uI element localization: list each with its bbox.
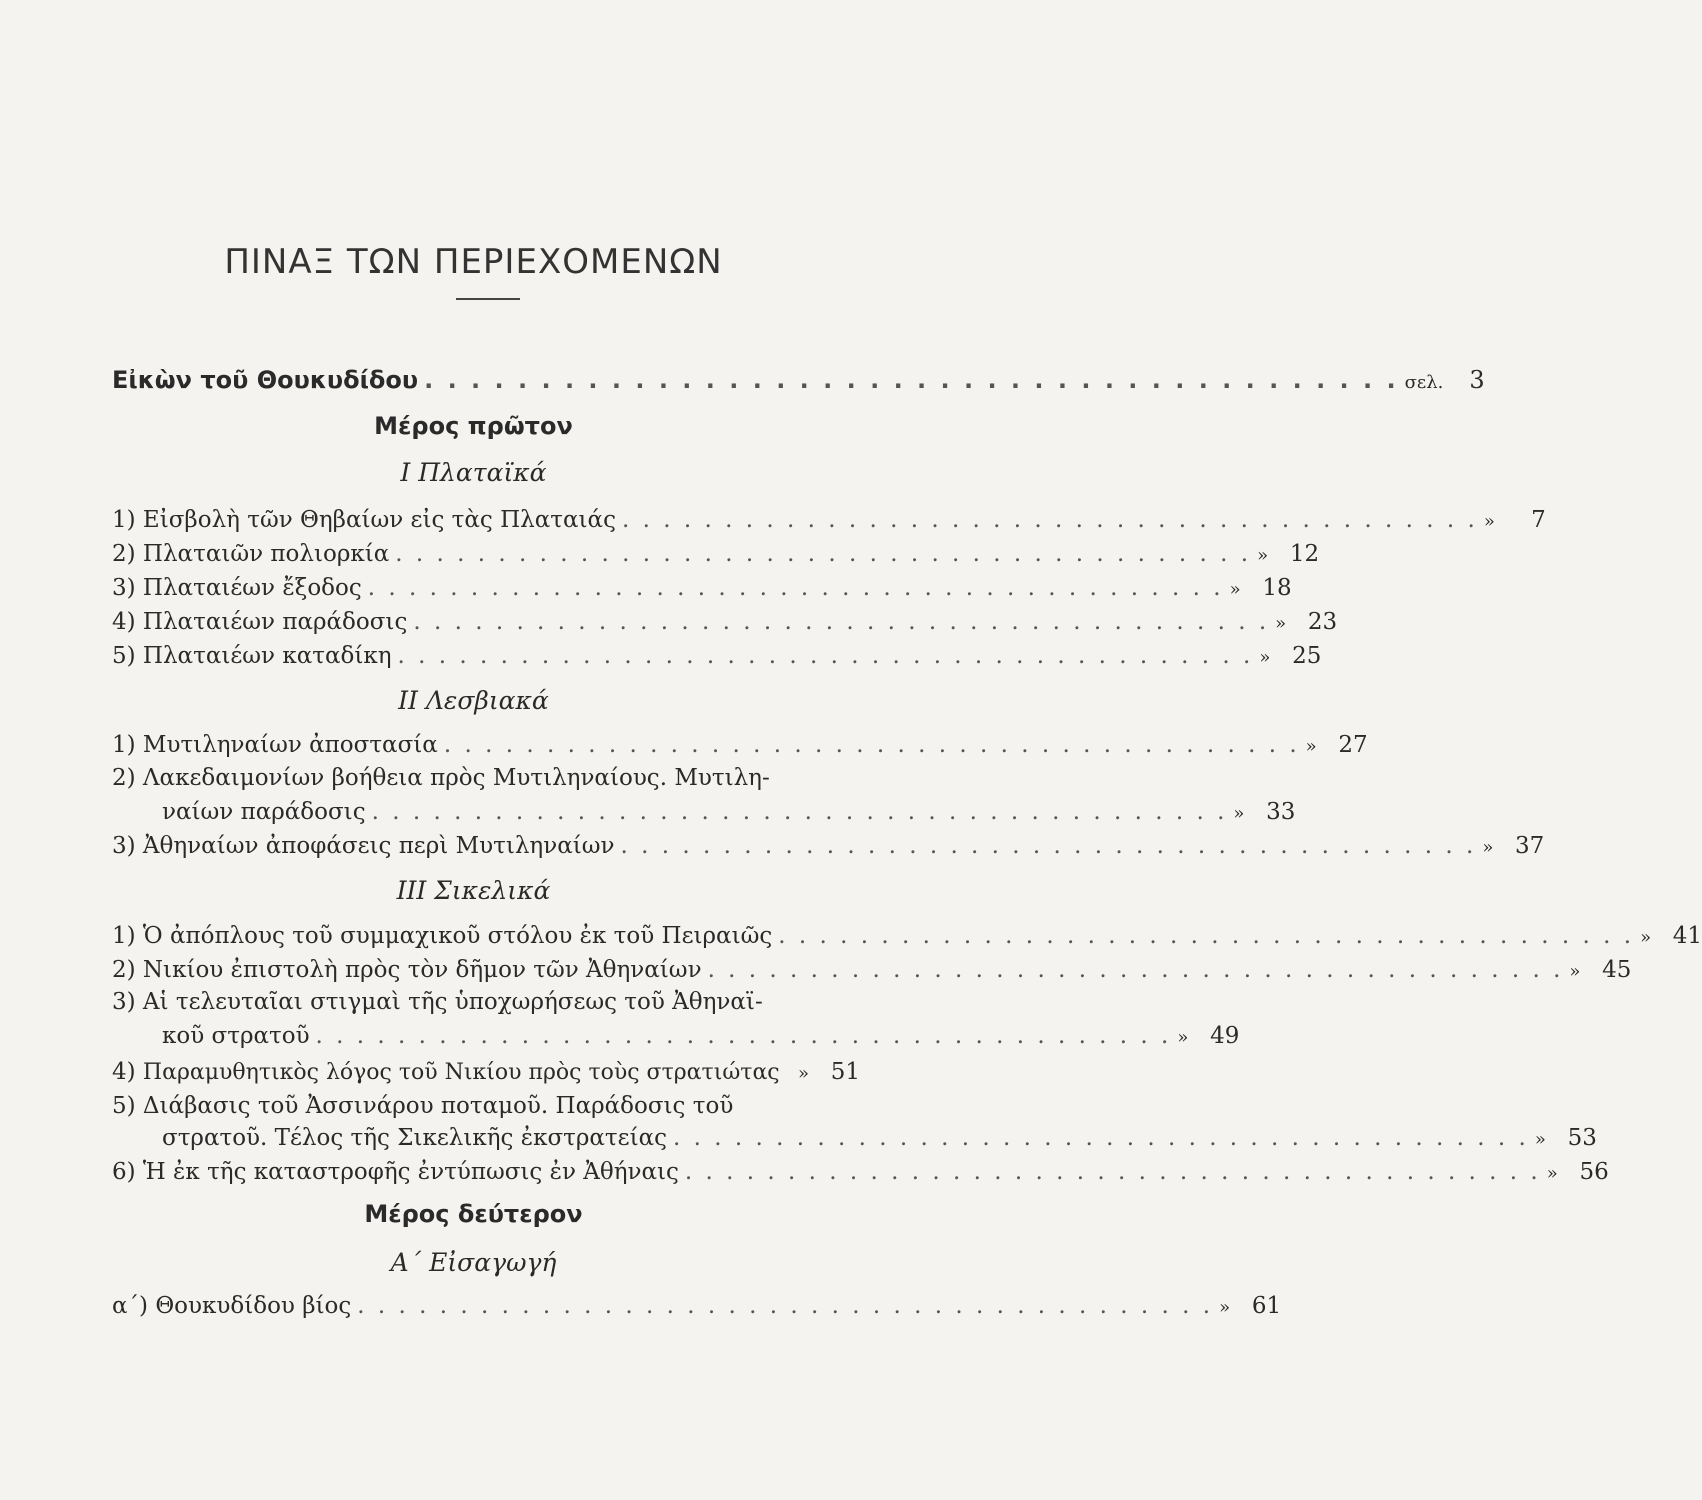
- entry-number: 5): [112, 1093, 136, 1119]
- entry-text: Θουκυδίδου βίος: [155, 1293, 352, 1319]
- ditto-mark: »: [1275, 613, 1287, 634]
- page-number: 3: [1469, 366, 1485, 394]
- toc-entry: [112, 832, 1545, 862]
- ditto-mark: »: [1177, 1027, 1189, 1048]
- toc-entry: [112, 1158, 1609, 1188]
- entry-number: 4): [112, 1059, 136, 1085]
- section-heading-4: Α΄ Εἰσαγωγή: [390, 1248, 557, 1277]
- entry-number: α΄): [112, 1293, 149, 1319]
- toc-entry: [112, 956, 1632, 986]
- entry-text: Παραμυθητικὸς λόγος τοῦ Νικίου πρὸς τοὺς στρατιώτας: [142, 1060, 780, 1085]
- leader-dots: . . . . . . . . . . . . . . . . . . . . . . . . . . . . . . . . . . . . . . . . . .: [357, 1293, 1214, 1319]
- ditto-mark: »: [1305, 736, 1317, 757]
- page-number: 33: [1266, 799, 1296, 825]
- page-number: 7: [1531, 507, 1546, 533]
- page-number: 41: [1672, 923, 1702, 949]
- page-number: 12: [1289, 541, 1320, 567]
- leader-dots: . . . . . . . . . . . . . . . . . . . . . . . . . . . . . . . . . . . . . . . . . .: [684, 1159, 1541, 1185]
- toc-entry-first-line: [112, 988, 860, 1016]
- page-number: 45: [1602, 957, 1632, 983]
- section-heading-3: III Σικελικά: [396, 876, 551, 905]
- entry-text: Λακεδαιμονίων βοήθεια πρὸς Μυτιληναίους. Μυτιλη-: [142, 765, 770, 791]
- entry-text: Νικίου ἐπιστολὴ πρὸς τὸν δῆμον τῶν Ἀθηναίων: [142, 957, 702, 983]
- entry-number: 2): [112, 957, 136, 983]
- entry-text: Αἱ τελευταῖαι στιγμαὶ τῆς ὑποχωρήσεως τοῦ Ἀθηναϊ-: [142, 989, 763, 1015]
- leader-dots: . . . . . . . . . . . . . . . . . . . . . . . . . . . . . . . . . . . . . . . . . .: [620, 833, 1477, 859]
- entry-text-cont: κοῦ στρατοῦ: [162, 1023, 310, 1049]
- ditto-mark: »: [1257, 545, 1269, 566]
- toc-entry-first-line: [112, 1092, 860, 1120]
- toc-entry: [112, 608, 1338, 638]
- ditto-mark: »: [1229, 579, 1241, 600]
- page-number: 56: [1579, 1159, 1609, 1185]
- entry-text: Ὁ ἀπόπλους τοῦ συμμαχικοῦ στόλου ἐκ τοῦ Πειραιῶς: [142, 923, 773, 949]
- leader-dots: . . . . . . . . . . . . . . . . . . . . . . . . . . . . . . . . . . . . . . . . . .: [413, 609, 1270, 635]
- entry-number: 4): [112, 609, 136, 635]
- ditto-mark: »: [1233, 803, 1245, 824]
- page-number: 53: [1567, 1125, 1597, 1151]
- leader-dots: . . . . . . . . . . . . . . . . . . . . . . . . . . . . . . . . . . . . . . . . . .: [673, 1125, 1529, 1151]
- ditto-mark: »: [1534, 1129, 1546, 1150]
- entry-text-cont: στρατοῦ. Τέλος τῆς Σικελικῆς ἐκστρατείας: [162, 1125, 668, 1151]
- leader-dots: . . . . . . . . . . . . . . . . . . . . . . . . . . . . . . . . . . . . . . . . . .: [778, 923, 1635, 949]
- page-number: 18: [1262, 575, 1292, 601]
- toc-entry: [112, 574, 1292, 604]
- page-number: 23: [1307, 609, 1338, 635]
- entry-text: Πλαταιῶν πολιορκία: [142, 541, 390, 567]
- page-number: 51: [830, 1059, 860, 1085]
- page-number: 61: [1251, 1293, 1282, 1319]
- entry-text: Ἡ ἐκ τῆς καταστροφῆς ἐντύπωσις ἐν Ἀθήναις: [142, 1159, 679, 1185]
- section-heading-1: I Πλαταϊκά: [400, 458, 547, 487]
- leader-dots: . . . . . . . . . . . . . . . . . . . . . . . . . . . . . . . . . . . . . . . . . .: [424, 366, 1399, 394]
- entry-text: Εἰκὼν τοῦ Θουκυδίδου: [112, 366, 419, 394]
- page-title: ΠΙΝΑΞ ΤΩΝ ΠΕΡΙΕΧΟΜΕΝΩΝ: [224, 242, 723, 282]
- leader-dots: . . . . . . . . . . . . . . . . . . . . . . . . . . . . . . . . . . . . . . . . . .: [443, 732, 1300, 758]
- toc-entry: [112, 642, 1322, 672]
- part-heading-2: Μέρος δεύτερον: [364, 1200, 583, 1228]
- entry-number: 1): [112, 507, 136, 533]
- ditto-mark: »: [1482, 837, 1494, 858]
- entry-text: Πλαταιέων καταδίκη: [142, 643, 392, 669]
- entry-number: 1): [112, 923, 136, 949]
- ditto-mark: »: [798, 1063, 810, 1084]
- leader-dots: . . . . . . . . . . . . . . . . . . . . . . . . . . . . . . . . . . . . . . . . . .: [397, 643, 1254, 669]
- ditto-mark: »: [1259, 647, 1271, 668]
- entry-number: 3): [112, 575, 136, 601]
- leader-dots: . . . . . . . . . . . . . . . . . . . . . . . . . . . . . . . . . . . . . . . . . .: [621, 507, 1478, 533]
- page-number: 49: [1210, 1023, 1240, 1049]
- leader-dots: . . . . . . . . . . . . . . . . . . . . . . . . . . . . . . . . . . . . . . . . . .: [707, 957, 1564, 983]
- ditto-mark: »: [1483, 511, 1495, 532]
- toc-entry: [112, 731, 1368, 761]
- entry-number: 3): [112, 833, 136, 859]
- entry-text: Ἀθηναίων ἀποφάσεις περὶ Μυτιληναίων: [142, 833, 615, 859]
- part-heading-1: Μέρος πρῶτον: [374, 412, 573, 440]
- toc-entry-first-line: [112, 764, 860, 792]
- entry-number: 2): [112, 765, 136, 791]
- section-heading-2: II Λεσβιακά: [398, 686, 549, 715]
- toc-entry-continuation: [112, 798, 1296, 828]
- ditto-mark: »: [1219, 1297, 1231, 1318]
- leader-dots: . . . . . . . . . . . . . . . . . . . . . . . . . . . . . . . . . . . . . . . . . .: [395, 541, 1252, 567]
- page-abbrev: σελ.: [1404, 372, 1444, 393]
- entry-text: Διάβασις τοῦ Ἀσσινάρου ποταμοῦ. Παράδοσις τοῦ: [142, 1093, 734, 1119]
- entry-number: 1): [112, 732, 136, 758]
- toc-entry-continuation: [112, 1022, 1240, 1052]
- entry-number: 5): [112, 643, 136, 669]
- page-number: 37: [1515, 833, 1545, 859]
- ditto-mark: »: [1569, 961, 1581, 982]
- leader-dots: . . . . . . . . . . . . . . . . . . . . . . . . . . . . . . . . . . . . . . . . . .: [315, 1023, 1172, 1049]
- ditto-mark: »: [1546, 1163, 1558, 1184]
- leader-dots: . . . . . . . . . . . . . . . . . . . . . . . . . . . . . . . . . . . . . . . . . .: [367, 575, 1224, 601]
- entry-text: Εἰσβολὴ τῶν Θηβαίων εἰς τὰς Πλαταιάς: [142, 507, 616, 533]
- entry-text: Πλαταιέων ἔξοδος: [142, 575, 362, 601]
- ditto-mark: »: [1640, 927, 1652, 948]
- entry-text-cont: ναίων παράδοσις: [162, 799, 366, 825]
- toc-entry-front: [112, 366, 1485, 397]
- toc-entry: [112, 540, 1320, 570]
- toc-entry: [112, 922, 1702, 952]
- toc-entry: [112, 1058, 860, 1088]
- page-number: 25: [1292, 643, 1322, 669]
- page-number: 27: [1338, 732, 1368, 758]
- entry-text: Πλαταιέων παράδοσις: [142, 609, 408, 635]
- toc-entry: [112, 1292, 1282, 1322]
- entry-number: 6): [112, 1159, 136, 1185]
- entry-number: 2): [112, 541, 136, 567]
- title-rule: [456, 298, 520, 300]
- toc-entry: [112, 506, 1546, 536]
- entry-number: 3): [112, 989, 136, 1015]
- leader-dots: . . . . . . . . . . . . . . . . . . . . . . . . . . . . . . . . . . . . . . . . . .: [371, 799, 1228, 825]
- entry-text: Μυτιληναίων ἀποστασία: [142, 732, 438, 758]
- toc-entry-continuation: [112, 1124, 1597, 1154]
